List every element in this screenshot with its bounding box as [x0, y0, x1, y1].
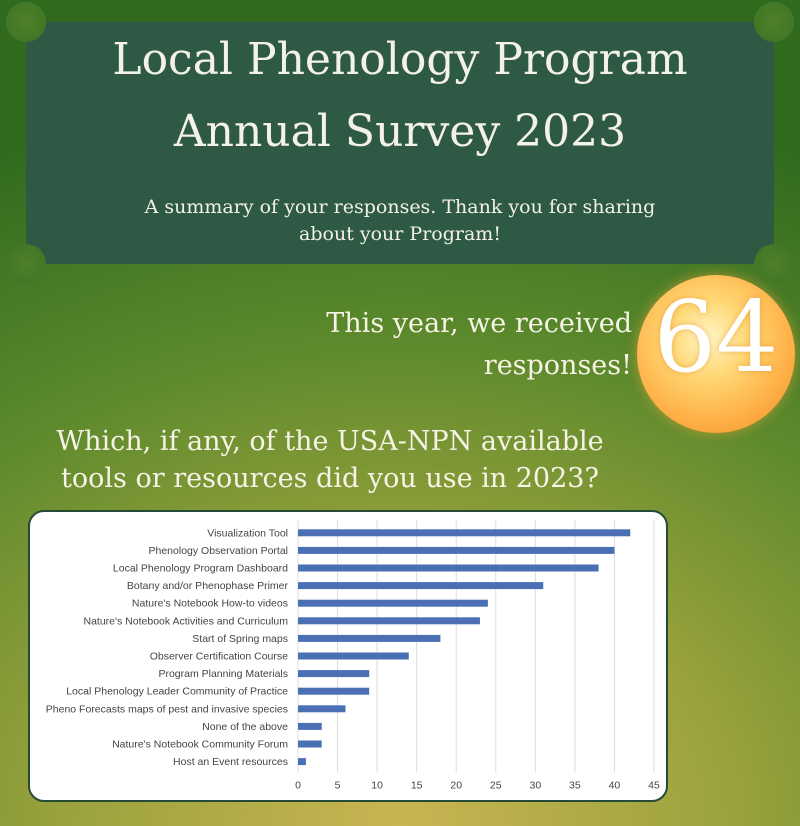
x-tick-label: 0	[295, 779, 301, 792]
category-label: Program Planning Materials	[158, 668, 288, 681]
question-line1: Which, if any, of the USA-NPN available	[56, 426, 604, 457]
bar	[298, 617, 480, 624]
banner-corner-notch	[754, 244, 794, 284]
bar	[298, 547, 614, 554]
x-tick-label: 25	[489, 779, 502, 792]
response-count-badge	[637, 275, 795, 433]
category-label: Pheno Forecasts maps of pest and invasive species	[45, 703, 288, 716]
page-title-line2: Annual Survey 2023	[173, 106, 627, 157]
bar	[298, 529, 630, 536]
x-tick-label: 5	[334, 779, 341, 792]
bar	[298, 600, 488, 607]
bar	[298, 670, 369, 677]
x-tick-label: 10	[371, 779, 383, 792]
category-label: Botany and/or Phenophase Primer	[126, 580, 288, 593]
bar	[298, 688, 369, 695]
bar	[298, 741, 322, 748]
category-label: Nature's Notebook Activities and Curriculum	[83, 615, 288, 628]
category-label: Nature's Notebook How-to videos	[131, 597, 288, 610]
bar	[298, 582, 543, 589]
subtitle-line1: A summary of your responses. Thank you for sharing	[144, 196, 656, 218]
category-label: Local Phenology Program Dashboard	[112, 562, 288, 575]
bar	[298, 635, 440, 642]
bar	[298, 723, 322, 730]
banner-corner-notch	[754, 2, 794, 42]
category-label: Start of Spring maps	[192, 632, 288, 645]
bar	[298, 653, 409, 660]
category-label: Visualization Tool	[207, 527, 288, 540]
bar	[298, 705, 345, 712]
bar	[298, 565, 599, 572]
bar	[298, 758, 306, 765]
responses-text-line1: This year, we received	[326, 308, 632, 339]
x-tick-label: 35	[569, 779, 581, 792]
x-tick-label: 45	[648, 779, 660, 792]
x-tick-label: 20	[450, 779, 463, 792]
category-label: Nature's Notebook Community Forum	[112, 738, 288, 751]
banner-corner-notch	[6, 2, 46, 42]
x-tick-label: 40	[608, 779, 621, 792]
chart-card	[28, 510, 668, 802]
category-label: Local Phenology Leader Community of Practice	[66, 685, 288, 698]
subtitle-line2: about your Program!	[299, 223, 501, 245]
category-label: Host an Event resources	[173, 756, 288, 769]
response-count: 64	[653, 281, 779, 395]
page-title-line1: Local Phenology Program	[112, 34, 688, 85]
x-tick-label: 30	[529, 779, 542, 792]
category-label: Phenology Observation Portal	[148, 544, 288, 557]
category-label: None of the above	[202, 720, 288, 733]
responses-text-line2: responses!	[483, 350, 632, 381]
category-label: Observer Certification Course	[149, 650, 288, 663]
bar-chart	[30, 512, 666, 800]
x-tick-label: 15	[410, 779, 423, 792]
banner-corner-notch	[6, 244, 46, 284]
question-line2: tools or resources did you use in 2023?	[61, 463, 599, 494]
